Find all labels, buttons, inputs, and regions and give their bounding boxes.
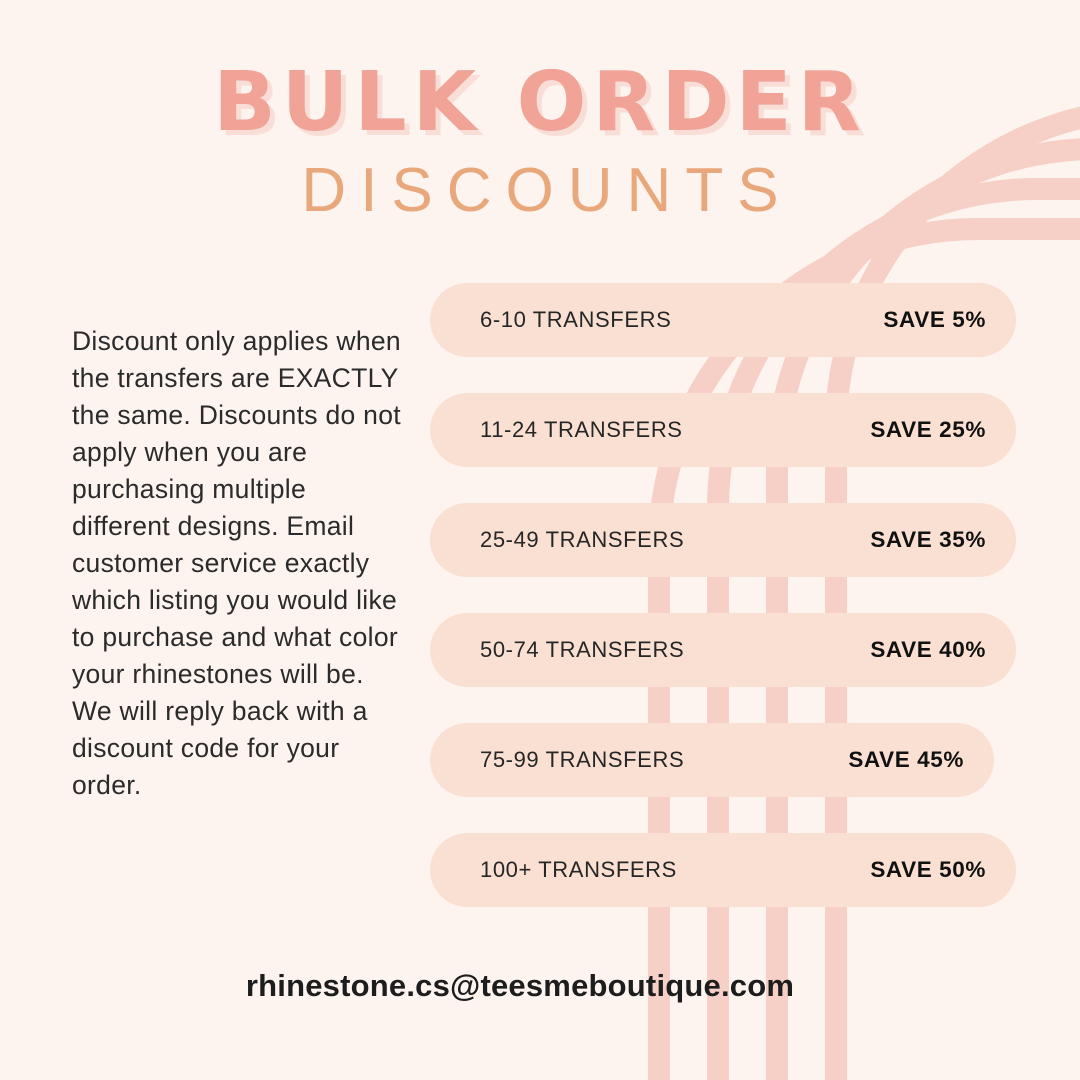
tier-savings: SAVE 45% (848, 747, 964, 772)
tier-quantity: 50-74 TRANSFERS (480, 637, 685, 662)
list-item (430, 833, 1016, 907)
list-item (430, 283, 1016, 357)
tier-quantity: 6-10 TRANSFERS (480, 307, 672, 332)
tier-savings: SAVE 5% (883, 307, 986, 332)
tier-savings: SAVE 35% (870, 527, 986, 552)
tier-quantity: 25-49 TRANSFERS (480, 527, 685, 552)
tier-savings: SAVE 40% (870, 637, 986, 662)
tier-savings: SAVE 50% (870, 857, 986, 882)
list-item (430, 613, 1016, 687)
list-item (430, 393, 1016, 467)
tier-quantity: 100+ TRANSFERS (480, 857, 677, 882)
discount-policy-text: Discount only applies when the transfers are EXACTLY the same. Discounts do not apply when you are purchasing multiple different designs. Email customer service exactly which listing you would like to purchase and what color your rhinestones will be. We will reply back with a discount code for your order. (72, 325, 401, 800)
list-item (430, 503, 1016, 577)
list-item (430, 723, 994, 797)
tier-quantity: 75-99 TRANSFERS (480, 747, 685, 772)
contact-email: rhinestone.cs@teesmeboutique.com (245, 968, 795, 1003)
page-title (0, 55, 1080, 225)
title-main: BULK ORDER (213, 55, 867, 150)
tier-savings: SAVE 25% (870, 417, 986, 442)
discount-tier-list (430, 283, 1016, 943)
title-subtitle: DISCOUNTS (301, 156, 793, 225)
tier-quantity: 11-24 TRANSFERS (480, 417, 683, 442)
